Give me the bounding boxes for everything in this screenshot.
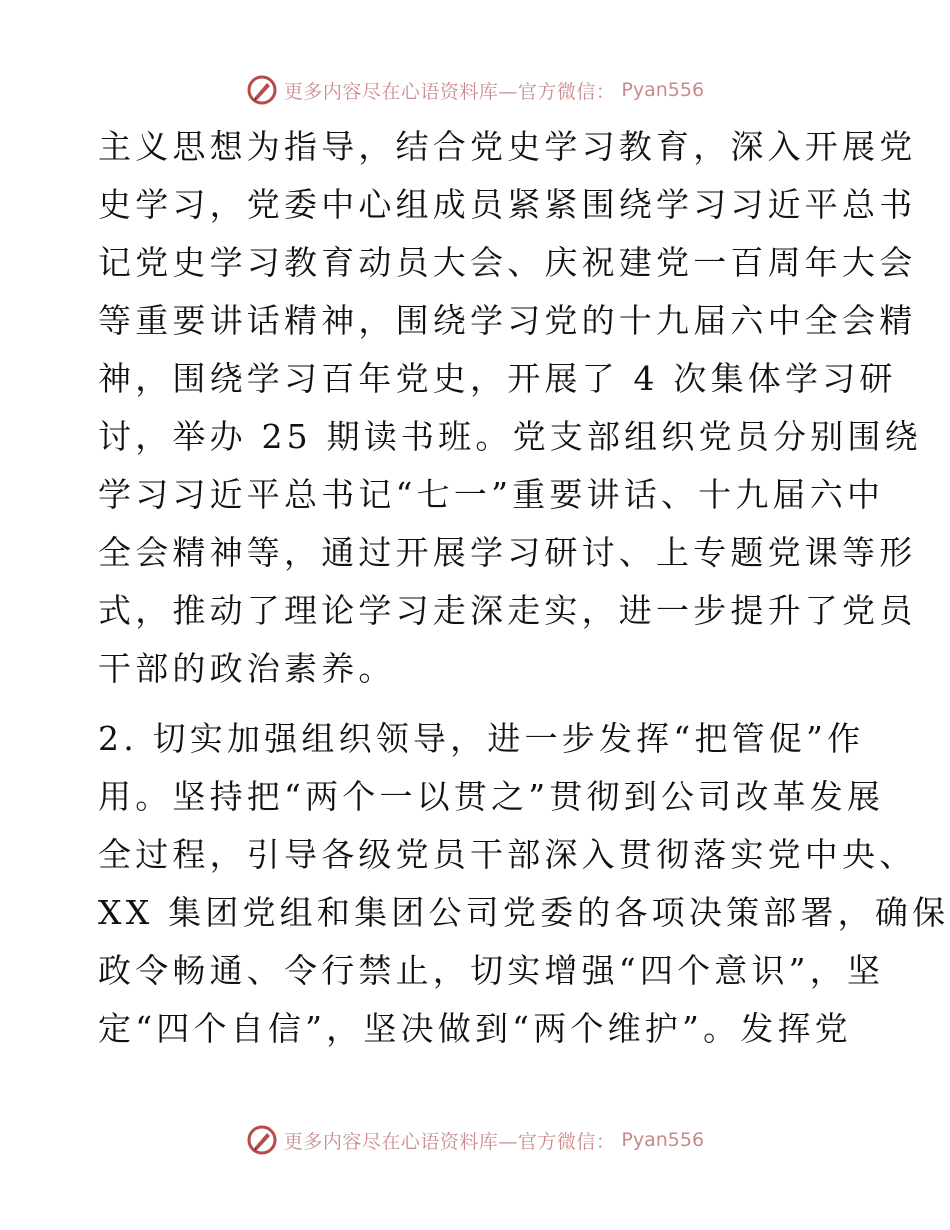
paragraph-2	[98, 710, 950, 1058]
text-line: 干部的政治素养。	[98, 649, 396, 688]
watermark-wechat-id: Pyan556	[621, 1129, 705, 1151]
text-line: 2. 切实加强组织领导，进一步发挥“把管促”作	[98, 719, 865, 758]
text-line: 全会精神等，通过开展学习研讨、上专题党课等形	[98, 533, 917, 572]
text-line: 主义思想为指导，结合党史学习教育，深入开展党	[98, 127, 917, 166]
pen-circle-logo-icon	[246, 1124, 278, 1156]
watermark-wechat-id: Pyan556	[621, 79, 705, 101]
text-line: 记党史学习教育动员大会、庆祝建党一百周年大会	[98, 243, 917, 282]
text-line: 神，围绕学习百年党史，开展了 4 次集体学习研	[98, 359, 897, 398]
text-line: 定“四个自信”，坚决做到“两个维护”。发挥党	[98, 1009, 852, 1048]
watermark-text: 更多内容尽在心语资料库—官方微信：	[283, 1130, 616, 1153]
text-line: 史学习，党委中心组成员紧紧围绕学习习近平总书	[98, 185, 917, 224]
text-line: XX 集团党组和集团公司党委的各项决策部署，确保	[98, 893, 950, 932]
text-line: 用。坚持把“两个一以贯之”贯彻到公司改革发展	[98, 777, 885, 816]
text-line: 式，推动了理论学习走深走实，进一步提升了党员	[98, 591, 917, 630]
document-body	[98, 118, 950, 1058]
header-watermark	[0, 70, 950, 110]
paragraph-1	[98, 118, 922, 698]
text-line: 学习习近平总书记“七一”重要讲话、十九届六中	[98, 475, 885, 514]
text-line: 讨，举办 25 期读书班。党支部组织党员分别围绕	[98, 417, 922, 456]
text-line: 等重要讲话精神，围绕学习党的十九届六中全会精	[98, 301, 917, 340]
pen-circle-logo-icon	[246, 74, 278, 106]
watermark-text: 更多内容尽在心语资料库—官方微信：	[283, 80, 616, 103]
text-line: 全过程，引导各级党员干部深入贯彻落实党中央、	[98, 835, 917, 874]
footer-watermark	[0, 1120, 950, 1160]
text-line: 政令畅通、令行禁止，切实增强“四个意识”，坚	[98, 951, 885, 990]
